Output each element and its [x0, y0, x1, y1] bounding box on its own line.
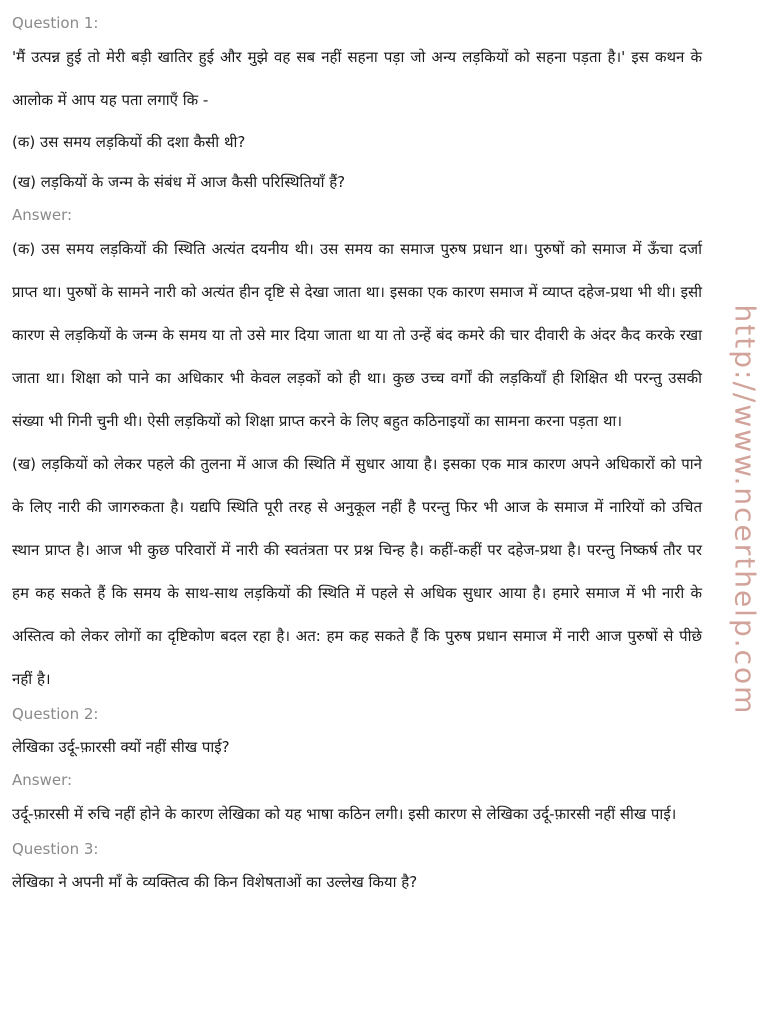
answer-2-heading: Answer:	[12, 771, 73, 789]
question-1-part-b: (ख) लड़कियों के जन्म के संबंध में आज कैसी परिस्थितियाँ हैं?	[12, 173, 346, 191]
question-1-part-a: (क) उस समय लड़कियों की दशा कैसी थी?	[12, 133, 246, 151]
answer-1-part-b: (ख) लड़कियों को लेकर पहले की तुलना में आज की स्थिति में सुधार आया है। इसका एक मात्र कारण अपने अधिकारों को पाने के लिए नारी की जागरुकता है। यद्यपि स्थिति पूरी तरह से अनुकूल नहीं है परन्तु फिर भी आज के समाज में नारियों को उचित स्थान प्राप्त है। आज भी कुछ परिवारों में नारी की स्वतंत्रता पर प्रश्न चिन्ह है। कहीं-कहीं पर दहेज-प्रथा है। परन्तु निष्कर्ष तौर पर हम कह सकते हैं कि समय के साथ-साथ लड़कियों की स्थिति में पहले से अधिक सुधार आया है। हमारे समाज में भी नारी के अस्तित्व को लेकर लोगों का दृष्टिकोण बदल रहा है। अत: हम कह सकते हैं कि पुरुष प्रधान समाज में नारी आज पुरुषों से पीछे नहीं है।	[12, 455, 702, 688]
answer-1-part-a: (क) उस समय लड़कियों की स्थिति अत्यंत दयनीय थी। उस समय का समाज पुरुष प्रधान था। पुरुषों को समाज में ऊँचा दर्जा प्राप्त था। पुरुषों के सामने नारी को अत्यंत हीन दृष्टि से देखा जाता था। इसका एक कारण समाज में व्याप्त दहेज-प्रथा भी थी। इसी कारण से लड़कियों के जन्म के समय या तो उसे मार दिया जाता था या तो उन्हें बंद कमरे की चार दीवारी के अंदर कैद करके रखा जाता था। शिक्षा को पाने का अधिकार भी केवल लड़कों को ही था। कुछ उच्च वर्गों की लड़कियाँ ही शिक्षित थी परन्तु उसकी संख्या भी गिनी चुनी थी। ऐसी लड़कियों को शिक्षा प्राप्त करने के लिए बहुत कठिनाइयों का सामना करना पड़ता था।	[12, 240, 702, 430]
answer-2-text: उर्दू-फ़ारसी में रुचि नहीं होने के कारण लेखिका को यह भाषा कठिन लगी। इसी कारण से लेखिका उर्दू-फ़ारसी नहीं सीख पाई।	[12, 805, 677, 823]
question-2-heading: Question 2:	[12, 705, 99, 723]
site-watermark: http://www.ncerthelp.com	[728, 304, 762, 716]
question-3-heading: Question 3:	[12, 840, 99, 858]
document-page	[12, 10, 702, 902]
question-3-text: लेखिका ने अपनी माँ के व्यक्तित्व की किन विशेषताओं का उल्लेख किया है?	[12, 873, 418, 891]
answer-1-heading: Answer:	[12, 206, 73, 224]
question-2-text: लेखिका उर्दू-फ़ारसी क्यों नहीं सीख पाई?	[12, 738, 230, 756]
question-1-heading: Question 1:	[12, 14, 99, 32]
question-1-text: 'मैं उत्पन्न हुई तो मेरी बड़ी खातिर हुई और मुझे वह सब नहीं सहना पड़ा जो अन्य लड़कियों को सहना पड़ता है।' इस कथन के आलोक में आप यह पता लगाएँ कि -	[12, 48, 702, 109]
